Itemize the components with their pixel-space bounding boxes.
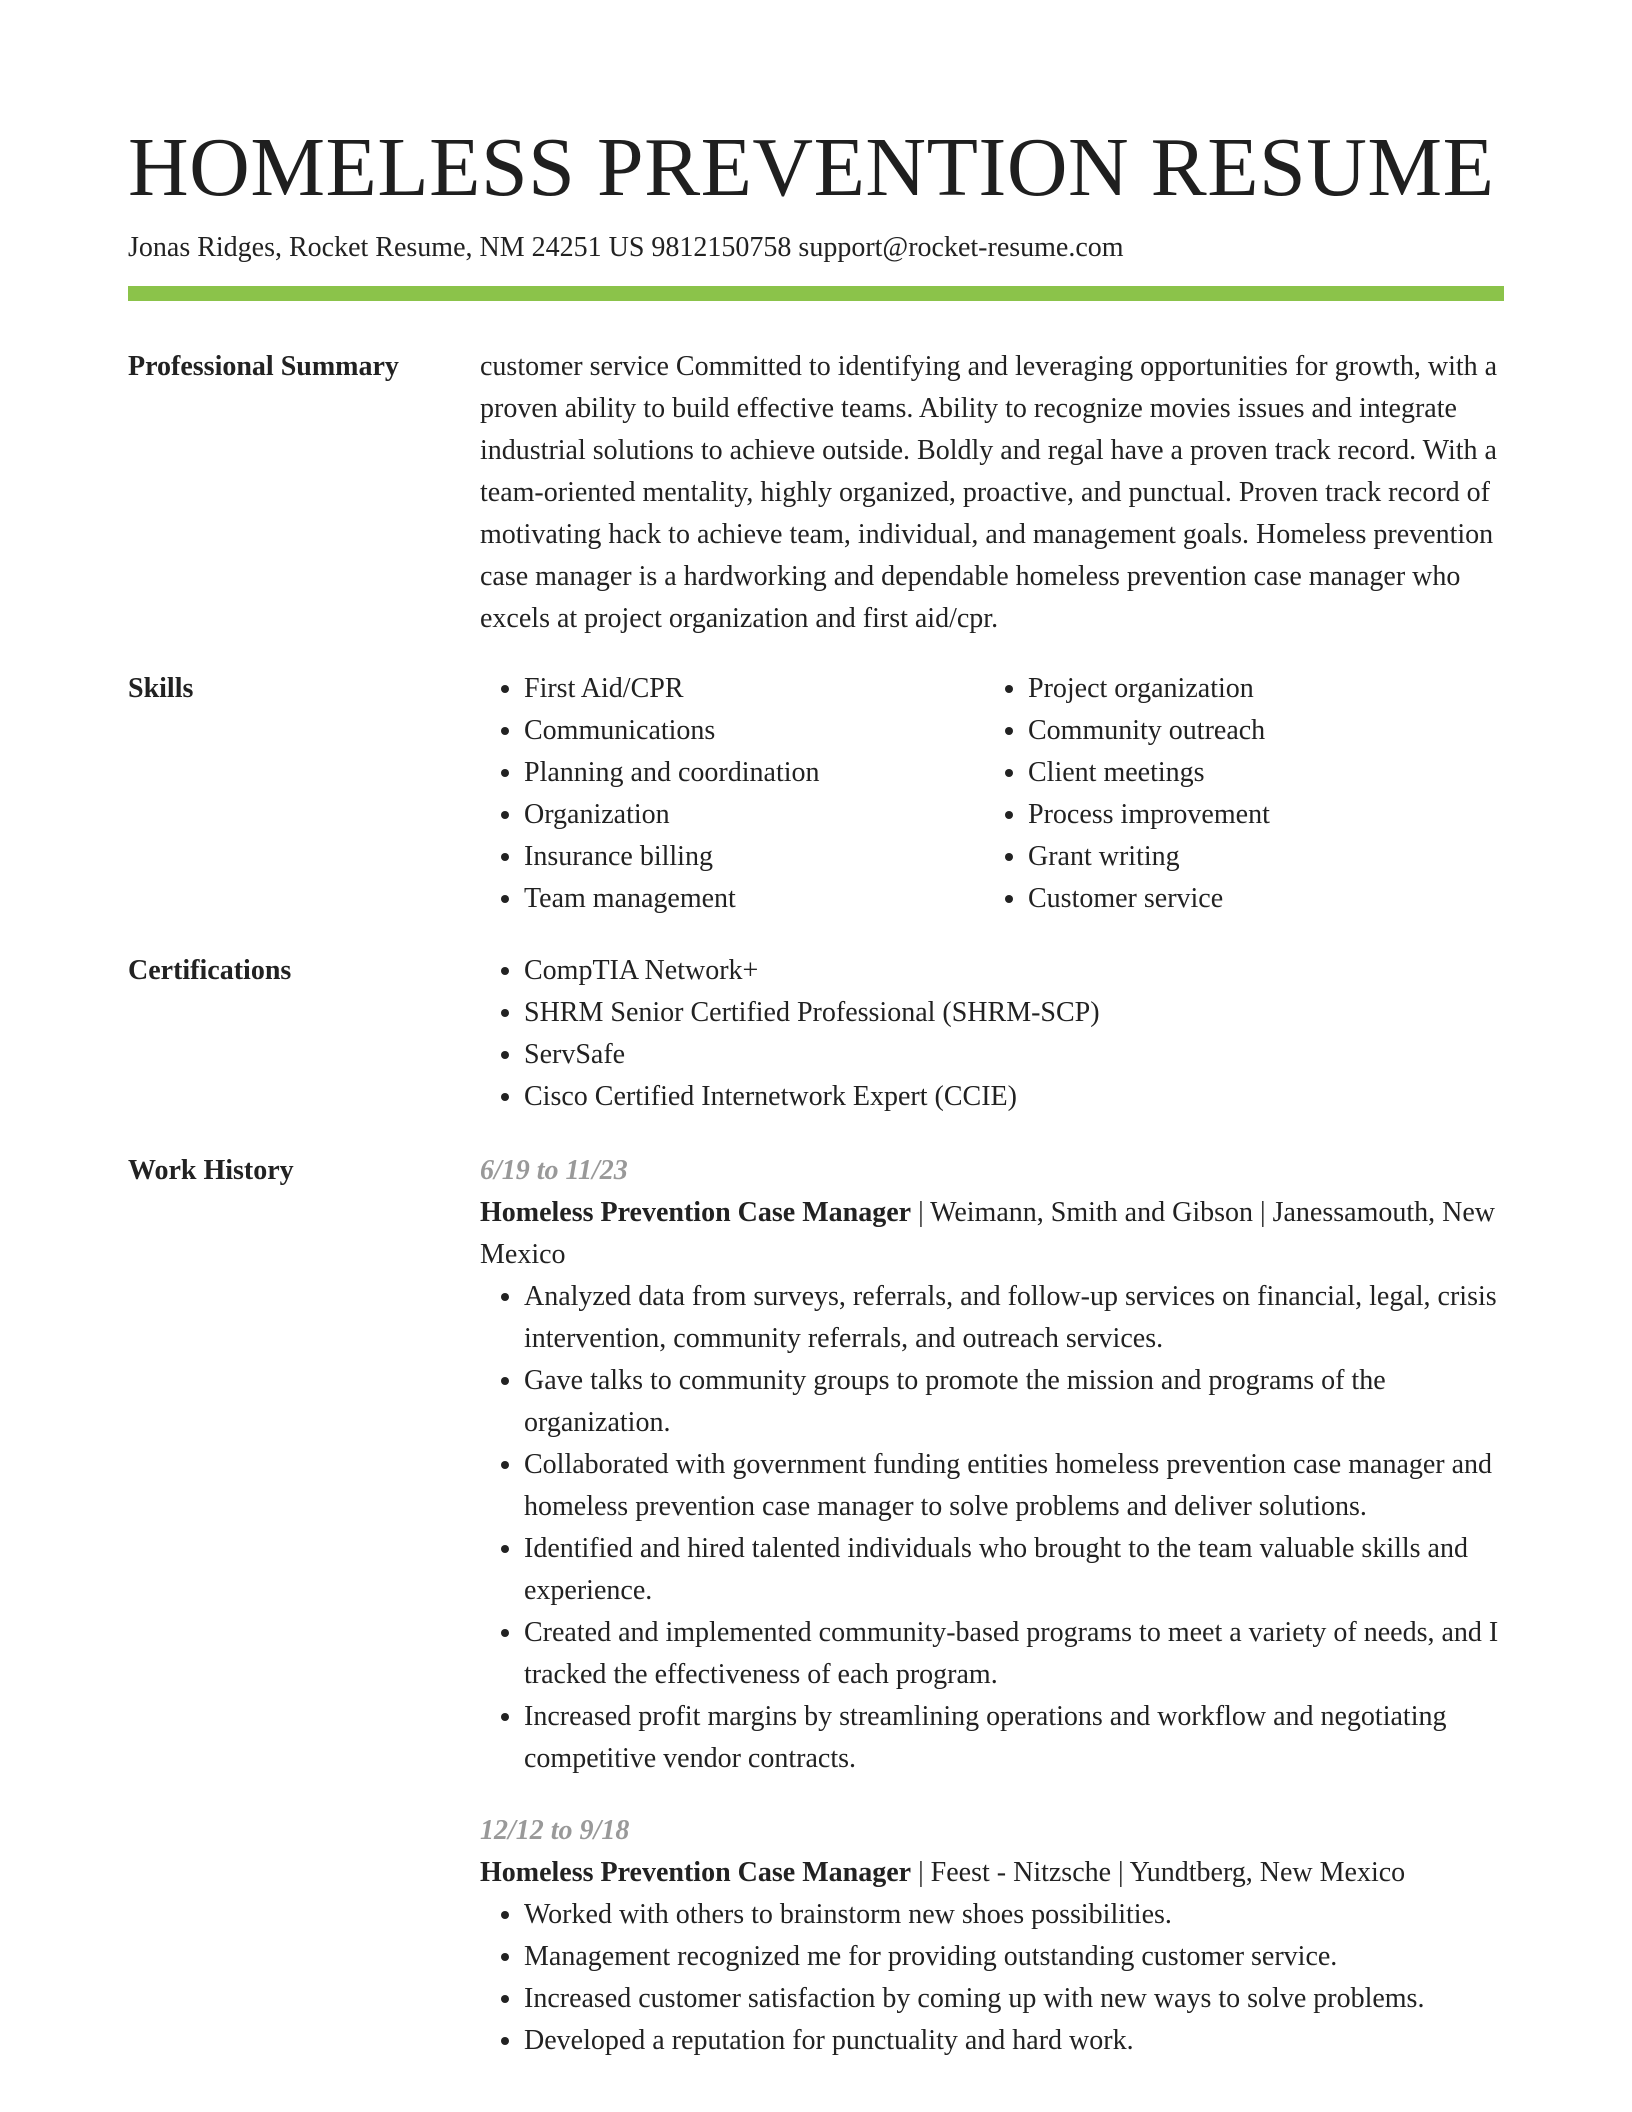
skills-list-left [480, 668, 984, 920]
job-bullet: • Developed a reputation for punctuality and hard work. [524, 2020, 1504, 2062]
job-bullet: • Management recognized me for providing outstanding customer service. [524, 1936, 1504, 1978]
skill-item: • Process improvement [1028, 794, 1488, 836]
certifications-body [480, 950, 1504, 1118]
job-bullets [480, 1276, 1504, 1780]
job-bullets [480, 1894, 1504, 2062]
skill-item: • Organization [524, 794, 984, 836]
skill-item: • First Aid/CPR [524, 668, 984, 710]
work-history-body [480, 1150, 1504, 2062]
job-header [480, 1192, 1504, 1276]
skills-columns [480, 668, 1504, 920]
skill-item: • Client meetings [1028, 752, 1488, 794]
job-dates: 6/19 to 11/23 [480, 1155, 628, 1186]
skill-item: • Project organization [1028, 668, 1488, 710]
job-details: | Feest - Nitzsche | Yundtberg, New Mexico [911, 1857, 1406, 1888]
job-title: Homeless Prevention Case Manager [480, 1197, 912, 1228]
contact-line: Jonas Ridges, Rocket Resume, NM 24251 US 9812150758 support@rocket-resume.com [128, 232, 1124, 263]
skill-item: • Communications [524, 710, 984, 752]
certification-item: • ServSafe [524, 1034, 1504, 1076]
job-dates: 12/12 to 9/18 [480, 1815, 630, 1846]
job-entry [480, 1810, 1504, 2062]
work-history-heading: Work History [128, 1155, 294, 1186]
job-bullet: • Worked with others to brainstorm new shoes possibilities. [524, 1894, 1504, 1936]
page-title: HOMELESS PREVENTION RESUME [128, 121, 1495, 214]
certifications-list [480, 950, 1504, 1118]
certification-item: • CompTIA Network+ [524, 950, 1504, 992]
certifications-heading: Certifications [128, 955, 292, 986]
skill-item: • Planning and coordination [524, 752, 984, 794]
job-bullet: • Analyzed data from surveys, referrals, and follow-up services on financial, legal, crisis intervention, community referrals, and outreach services. [524, 1276, 1504, 1360]
job-details: | Weimann, Smith and Gibson | Janessamouth, New Mexico [480, 1197, 1496, 1270]
job-bullet: • Created and implemented community-based programs to meet a variety of needs, and I tracked the effectiveness of each program. [524, 1612, 1504, 1696]
skills-heading: Skills [128, 673, 194, 704]
certification-item: • SHRM Senior Certified Professional (SHRM-SCP) [524, 992, 1504, 1034]
summary-heading: Professional Summary [128, 351, 399, 382]
skills-list-right [984, 668, 1488, 920]
summary-text: customer service Committed to identifying and leveraging opportunities for growth, with a proven ability to build effective teams. Ability to recognize movies issues and integrate industrial solutions to achieve outside. Boldly and regal have a proven track record. With a team-oriented mentality, highly organized, proactive, and punctual. Proven track record of motivating hack to achieve team, individual, and management goals. Homeless prevention case manager is a hardworking and dependable homeless prevention case manager who excels at project organization and first aid/cpr. [480, 351, 1498, 634]
job-bullet: • Identified and hired talented individuals who brought to the team valuable skills and experience. [524, 1528, 1504, 1612]
job-bullet: • Gave talks to community groups to promote the mission and programs of the organization. [524, 1360, 1504, 1444]
skill-item: • Community outreach [1028, 710, 1488, 752]
skill-item: • Insurance billing [524, 836, 984, 878]
certification-item: • Cisco Certified Internetwork Expert (CCIE) [524, 1076, 1504, 1118]
job-bullet: • Collaborated with government funding entities homeless prevention case manager and homeless prevention case manager to solve problems and deliver solutions. [524, 1444, 1504, 1528]
job-bullet: • Increased customer satisfaction by coming up with new ways to solve problems. [524, 1978, 1504, 2020]
job-header [480, 1852, 1504, 1894]
job-bullet: • Increased profit margins by streamlining operations and workflow and negotiating competitive vendor contracts. [524, 1696, 1504, 1780]
accent-divider [128, 286, 1504, 301]
skill-item: • Team management [524, 878, 984, 920]
job-entry [480, 1150, 1504, 1780]
job-title: Homeless Prevention Case Manager [480, 1857, 912, 1888]
skill-item: • Customer service [1028, 878, 1488, 920]
skill-item: • Grant writing [1028, 836, 1488, 878]
summary-body [480, 346, 1504, 640]
